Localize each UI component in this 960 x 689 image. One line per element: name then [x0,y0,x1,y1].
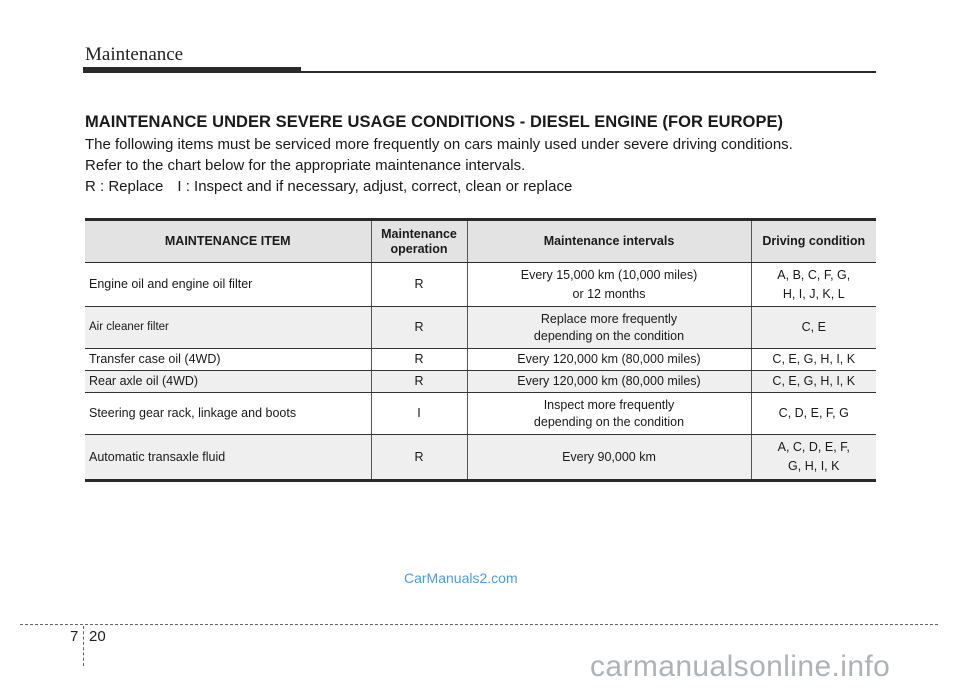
table-row [85,435,876,481]
interval-line1: Every 15,000 km (10,000 miles) [520,267,698,282]
table-row [85,393,876,435]
maintenance-table [85,218,876,482]
row-interval: Every 90,000 km [467,435,751,481]
row-item: Automatic transaxle fluid [85,435,371,481]
table-row [85,371,876,393]
header-operation-line2: operation [390,241,448,256]
row-operation: R [371,307,467,349]
header-operation-line1: Maintenance [381,226,457,241]
header-maintenance-operation [371,220,467,263]
row-interval: Every 120,000 km (80,000 miles) [467,349,751,371]
row-condition: C, E, G, H, I, K [751,371,876,393]
condition-line1: A, B, C, F, G, [777,267,851,282]
row-condition [751,263,876,307]
chart-reference-paragraph: Refer to the chart below for the appropriate maintenance intervals. [85,157,526,174]
chapter-number: 7 [70,628,79,645]
table-header-row [85,220,876,263]
row-item: Transfer case oil (4WD) [85,349,371,371]
header-rule-thick [83,67,301,73]
row-item: Steering gear rack, linkage and boots [85,393,371,435]
row-operation: R [371,349,467,371]
row-operation: R [371,263,467,307]
header-maintenance-intervals: Maintenance intervals [467,220,751,263]
row-item: Rear axle oil (4WD) [85,371,371,393]
row-condition: C, E, G, H, I, K [751,349,876,371]
row-condition [751,435,876,481]
header-driving-condition: Driving condition [751,220,876,263]
footer-vertical-divider [83,626,84,666]
row-operation: R [371,435,467,481]
legend-inspect: I : Inspect and if necessary, adjust, correct, clean or replace [177,178,573,195]
header-rule-thin [301,71,876,73]
legend-replace: R : Replace [85,178,164,195]
table-row [85,263,876,307]
interval-line1: Replace more frequently [540,311,678,326]
row-item: Engine oil and engine oil filter [85,263,371,307]
header-maintenance-item: MAINTENANCE ITEM [85,220,371,263]
row-condition: C, E [751,307,876,349]
interval-line1: Inspect more frequently [543,397,675,412]
operation-legend [85,178,572,195]
condition-line2: H, I, J, K, L [782,286,845,301]
footer-brand-watermark: carmanualsonline.info [590,650,891,683]
section-header: Maintenance [85,44,184,65]
watermark-link[interactable]: CarManuals2.com [404,570,518,586]
row-interval [467,263,751,307]
row-operation: I [371,393,467,435]
row-interval: Every 120,000 km (80,000 miles) [467,371,751,393]
interval-line2: depending on the condition [533,328,685,343]
row-operation: R [371,371,467,393]
condition-line1: A, C, D, E, F, [777,440,850,454]
page-title: MAINTENANCE UNDER SEVERE USAGE CONDITIONS - DIESEL ENGINE (FOR EUROPE) [85,113,784,131]
table-row [85,307,876,349]
table-row [85,349,876,371]
row-item: Air cleaner filter [85,307,371,349]
condition-line2: G, H, I, K [788,459,840,473]
footer-dashed-rule [20,624,938,625]
row-condition: C, D, E, F, G [751,393,876,435]
intro-paragraph: The following items must be serviced more frequently on cars mainly used under severe driving conditions. [85,136,793,153]
row-interval [467,393,751,435]
page-number: 20 [89,628,106,645]
interval-line2: or 12 months [572,286,646,301]
row-interval [467,307,751,349]
interval-line2: depending on the condition [533,414,685,429]
